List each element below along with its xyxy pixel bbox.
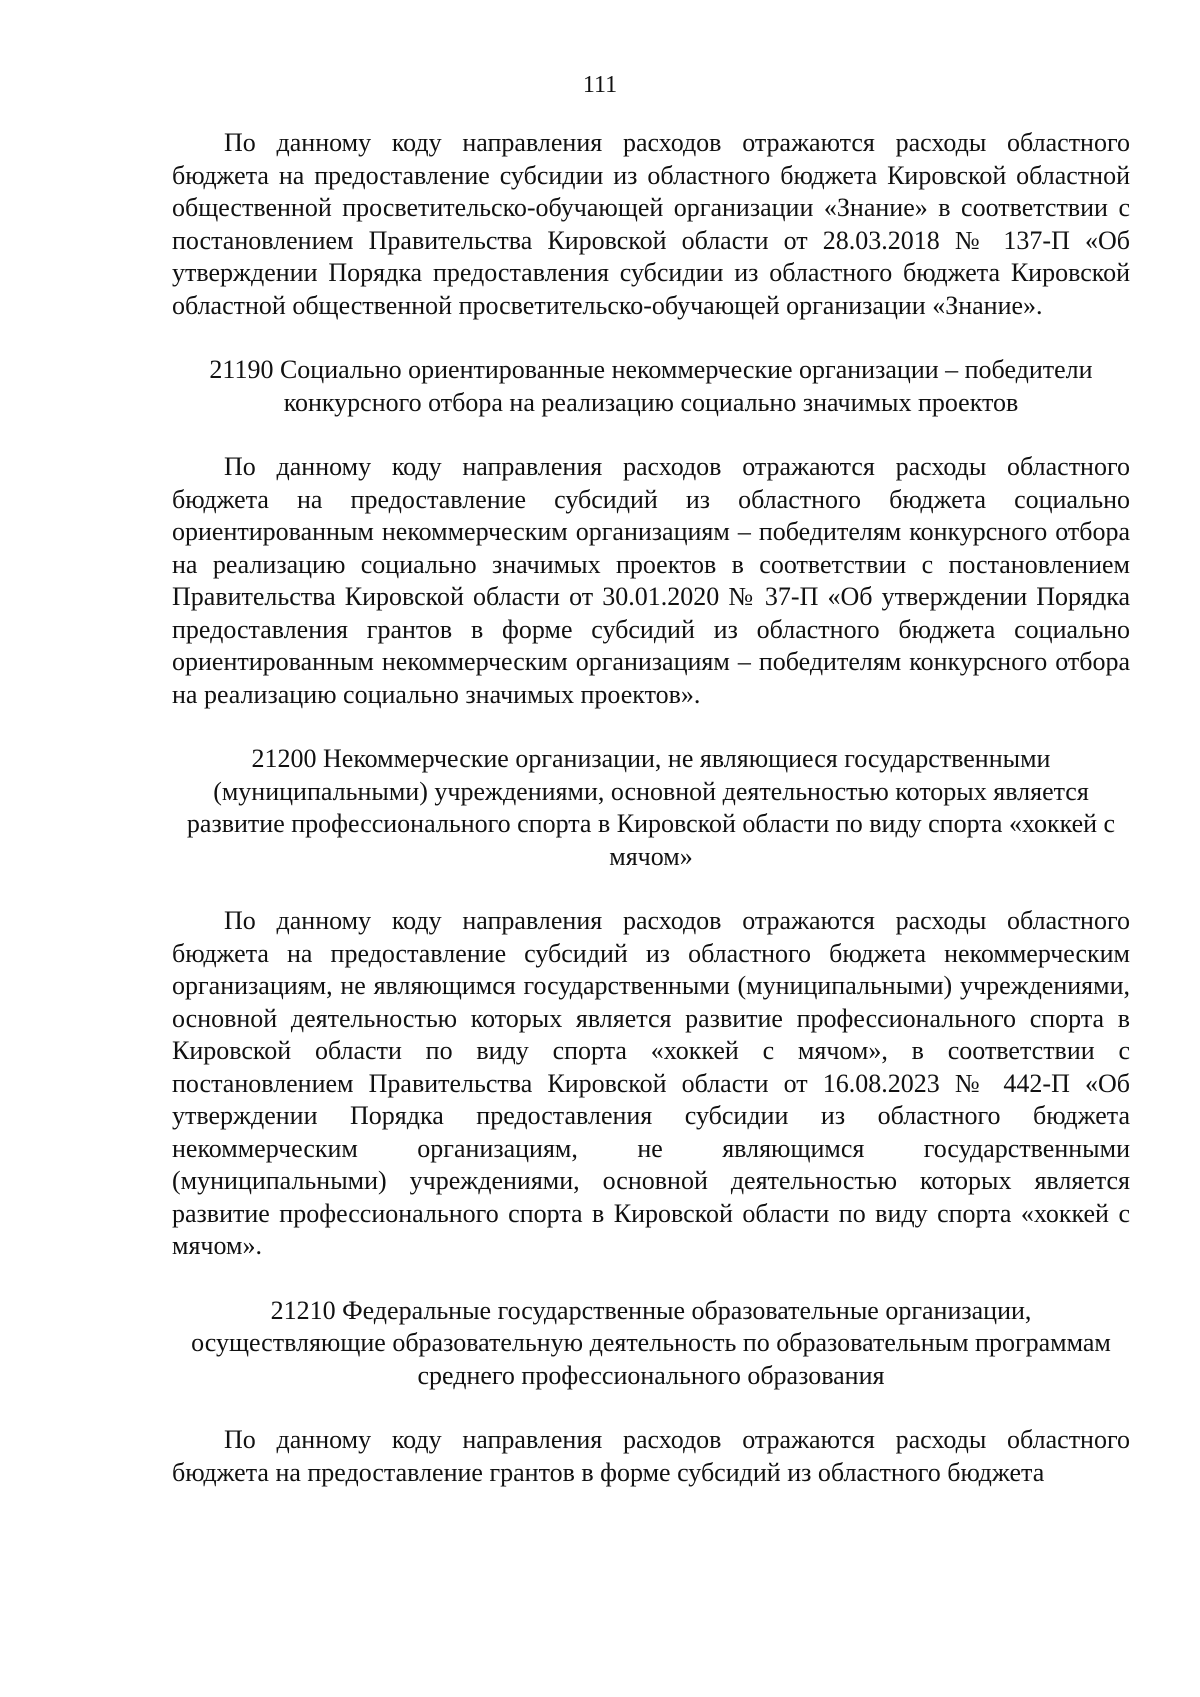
section-heading-21210: 21210 Федеральные государственные образовательные организации, осуществляющие образовательную деятельность по образовательным программам среднего профессионального образования — [191, 1295, 1111, 1390]
paragraph-21210: По данному коду направления расходов отражаются расходы областного бюджета на предоставление грантов в форме субсидий из областного бюджета — [172, 1425, 1130, 1487]
section-heading-21200: 21200 Некоммерческие организации, не являющиеся государственными (муниципальными) учреждениями, основной деятельностью которых является развитие профессионального спорта в Кировской области по виду спорта «хоккей с мячом» — [186, 744, 1116, 871]
document-body — [172, 127, 1130, 1489]
page-number: 111 — [582, 72, 618, 98]
paragraph-znanie-subsidy: По данному коду направления расходов отражаются расходы областного бюджета на предоставление субсидии из областного бюджета Кировской областной общественной просветительско-обучающей организации «Знание» в соответствии с постановлением Правительства Кировской области от 28.03.2018 № 137-П «Об утверждении Порядка предоставления субсидии из областного бюджета Кировской областной общественной просветительско-обучающей организации «Знание». — [172, 128, 1130, 320]
paragraph-21190: По данному коду направления расходов отражаются расходы областного бюджета на предоставление субсидий из областного бюджета социально ориентированным некоммерческим организациям – победителям конкурсного отбора на реализацию социально значимых проектов в соответствии с постановлением Правительства Кировской области от 30.01.2020 № 37-П «Об утверждении Порядка предоставления грантов в форме субсидий из областного бюджета социально ориентированным некоммерческим организациям – победителям конкурсного отбора на реализацию социально значимых проектов». — [172, 452, 1130, 709]
paragraph-21200: По данному коду направления расходов отражаются расходы областного бюджета на предоставление субсидий из областного бюджета некоммерческим организациям, не являющимся государственными (муниципальными) учреждениями, основной деятельностью которых является развитие профессионального спорта в Кировской области по виду спорта «хоккей с мячом», в соответствии с постановлением Правительства Кировской области от 16.08.2023 № 442-П «Об утверждении Порядка предоставления субсидии из областного бюджета некоммерческим организациям, не являющимся государственными (муниципальными) учреждениями, основной деятельностью которых является развитие профессионального спорта в Кировской области по виду спорта «хоккей с мячом». — [172, 906, 1130, 1260]
section-heading-21190: 21190 Социально ориентированные некоммерческие организации – победители конкурсного отбора на реализацию социально значимых проектов — [209, 355, 1093, 417]
